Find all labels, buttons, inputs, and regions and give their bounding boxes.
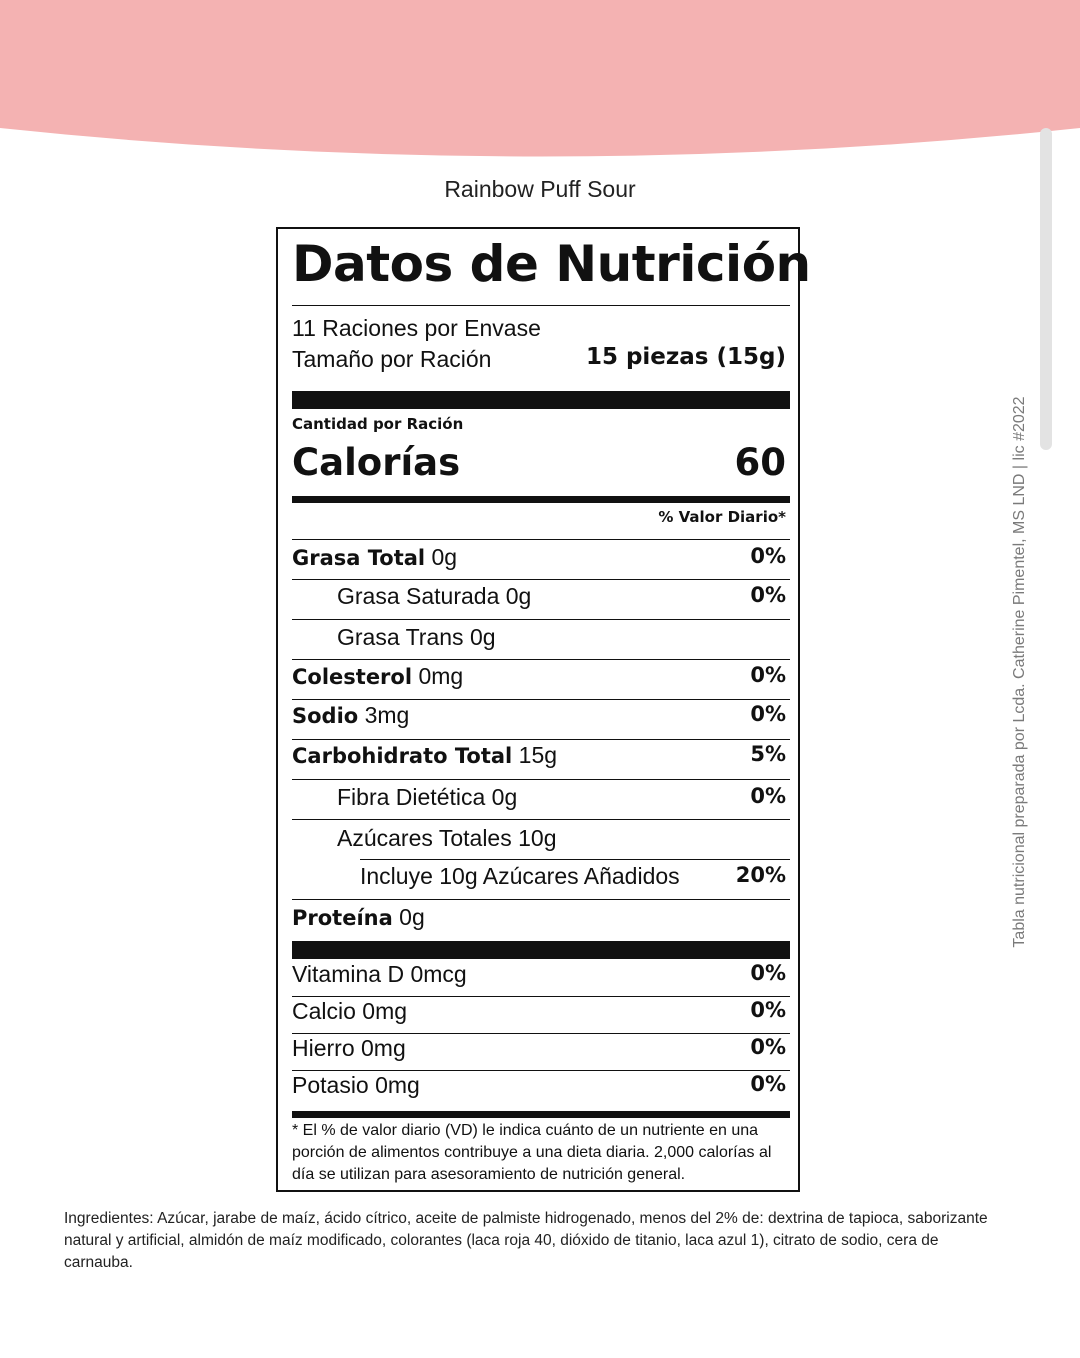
divider <box>292 1070 790 1071</box>
serving-size-label: Tamaño por Ración <box>292 346 492 372</box>
total-fat-dv: 0% <box>750 544 786 568</box>
divider <box>360 859 790 860</box>
daily-value-footnote: * El % de valor diario (VD) le indica cuánto de un nutriente en una porción de alimentos contribuye a una dieta diaria. 2,000 calorías al día se utilizan para asesoramiento de nutrición general. <box>292 1122 772 1183</box>
potassium-dv: 0% <box>750 1072 786 1096</box>
servings-per-container: 11 Raciones por Envase <box>292 315 541 341</box>
nutrient-row-protein: Proteína 0g <box>292 904 425 930</box>
calories-value: 60 <box>734 441 786 484</box>
label-heading: Datos de Nutrición <box>292 235 811 293</box>
divider <box>292 539 790 540</box>
nutrition-facts-label <box>276 227 811 1192</box>
calories-label: Calorías <box>292 441 461 484</box>
ingredients-text: Ingredientes: Azúcar, jarabe de maíz, ácido cítrico, aceite de palmiste hidrogenado, menos del 2% de: dextrina de tapioca, saborizante natural y artificial, almidón de maíz modificado, colorantes (laca roja 40, dióxido de titanio, laca azul 1), citrato de sodio, cera de carnauba. <box>64 1210 988 1271</box>
vitamin-row-iron: Hierro 0mg <box>292 1035 406 1061</box>
top-decorative-band <box>0 0 1080 165</box>
medium-divider <box>292 1111 790 1118</box>
divider <box>292 779 790 780</box>
nutrient-row-trans-fat: Grasa Trans 0g <box>337 624 496 650</box>
daily-value-header: % Valor Diario* <box>658 508 786 526</box>
vitamin-row-potassium: Potasio 0mg <box>292 1072 420 1098</box>
medium-divider <box>292 496 790 503</box>
nutrient-row-sodium: Sodio 3mg <box>292 702 410 728</box>
vitamin-row-vitamin-d: Vitamina D 0mcg <box>292 961 467 987</box>
nutrient-row-saturated-fat: Grasa Saturada 0g <box>337 583 532 609</box>
divider <box>292 699 790 700</box>
divider <box>292 739 790 740</box>
total-carbohydrate-dv: 5% <box>750 742 786 766</box>
calcium-dv: 0% <box>750 998 786 1022</box>
dietary-fiber-dv: 0% <box>750 784 786 808</box>
added-sugars-dv: 20% <box>735 863 786 887</box>
iron-dv: 0% <box>750 1035 786 1059</box>
thick-divider <box>292 391 790 409</box>
amount-per-serving: Cantidad por Ración <box>292 415 464 433</box>
divider <box>292 619 790 620</box>
side-credit: Tabla nutricional preparada por Lcda. Catherine Pimentel, MS LND | lic #2022 <box>1011 396 1028 948</box>
divider <box>292 305 790 306</box>
vitamin-row-calcium: Calcio 0mg <box>292 998 408 1024</box>
divider <box>292 899 790 900</box>
nutrient-row-dietary-fiber: Fibra Dietética 0g <box>337 784 518 810</box>
serving-size-value: 15 piezas (15g) <box>585 344 786 370</box>
nutrient-row-total-fat: Grasa Total 0g <box>292 544 458 570</box>
product-name: Rainbow Puff Sour <box>444 176 636 202</box>
sodium-dv: 0% <box>750 702 786 726</box>
divider <box>292 579 790 580</box>
nutrient-row-cholesterol: Colesterol 0mg <box>292 663 464 689</box>
nutrient-row-added-sugars: Incluye 10g Azúcares Añadidos <box>360 863 680 889</box>
pink-curved-band <box>0 0 1080 157</box>
vitamin-d-dv: 0% <box>750 961 786 985</box>
thick-divider <box>292 941 790 959</box>
nutrient-row-total-carbohydrate: Carbohidrato Total 15g <box>292 742 558 768</box>
divider <box>292 1033 790 1034</box>
cholesterol-dv: 0% <box>750 663 786 687</box>
nutrient-row-total-sugars: Azúcares Totales 10g <box>337 825 557 851</box>
saturated-fat-dv: 0% <box>750 583 786 607</box>
divider <box>292 996 790 997</box>
divider <box>292 659 790 660</box>
divider <box>292 819 790 820</box>
